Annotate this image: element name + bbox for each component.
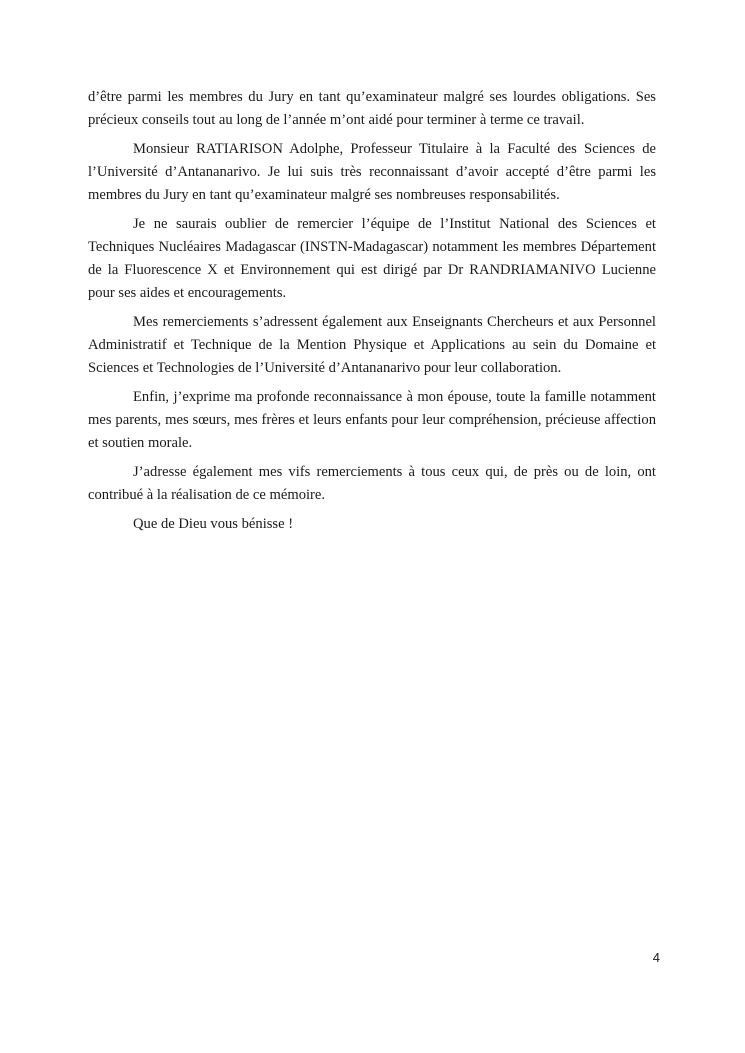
acknowledgements-text [88, 86, 656, 542]
paragraph-benediction: Que de Dieu vous bénisse ! [133, 516, 294, 532]
page-number: 4 [652, 950, 660, 965]
paragraph-famille: Enfin, j’exprime ma profonde reconnaissance à mon épouse, toute la famille notamment mes parents, mes sœurs, mes frères et leurs enfants pour leur compréhension, précieuse affection et soutien morale. [88, 389, 656, 451]
paragraph-remerciements: J’adresse également mes vifs remerciements à tous ceux qui, de près ou de loin, ont contribué à la réalisation de ce mémoire. [88, 464, 656, 503]
paragraph-continuation: d’être parmi les membres du Jury en tant qu’examinateur malgré ses lourdes obligations. Ses précieux conseils tout au long de l’année m’ont aidé pour terminer à terme ce travail. [88, 89, 656, 128]
paragraph-ratiarison: Monsieur RATIARISON Adolphe, Professeur Titulaire à la Faculté des Sciences de l’Université d’Antananarivo. Je lui suis très reconnaissant d’avoir accepté d’être parmi les membres du Jury en tant qu’examinateur malgré ses nombreuses responsabilités. [88, 141, 656, 203]
paragraph-enseignants: Mes remerciements s’adressent également aux Enseignants Chercheurs et aux Personnel Administratif et Technique de la Mention Physique et Applications au sein du Domaine et Sciences et Technologies de l’Université d’Antananarivo pour leur collaboration. [88, 314, 656, 376]
paragraph-instn: Je ne saurais oublier de remercier l’équipe de l’Institut National des Sciences et Techniques Nucléaires Madagascar (INSTN-Madagascar) notamment les membres Département de la Fluorescence X et Environnement qui est dirigé par Dr RANDRIAMANIVO Lucienne pour ses aides et encouragements. [88, 216, 656, 301]
